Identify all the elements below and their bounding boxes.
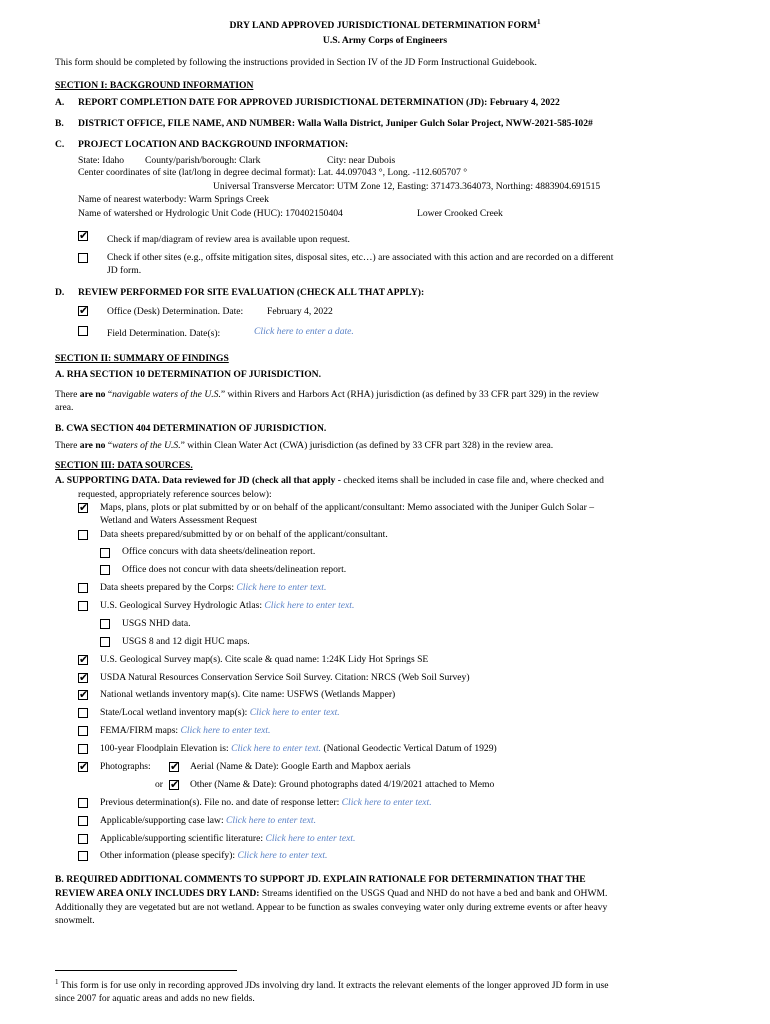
other-sites-label-cont: JD form. <box>107 265 142 276</box>
state-wetland-map-input[interactable]: Click here to enter text. <box>249 707 340 718</box>
scientific-literature-input[interactable]: Click here to enter text. <box>265 833 356 844</box>
section-3-heading: SECTION III: DATA SOURCES. <box>55 460 193 471</box>
item-d-letter: D. <box>55 287 65 298</box>
usgs-huc-checkbox[interactable] <box>100 637 110 647</box>
field-determination-date-input[interactable]: Click here to enter a date. <box>254 326 354 337</box>
photographs-label: Photographs: <box>100 761 151 772</box>
footnote-divider <box>55 970 237 971</box>
office-determination-label: Office (Desk) Determination. Date: <box>107 306 244 317</box>
data-sheets-corps-checkbox[interactable] <box>78 583 88 593</box>
intro-text: This form should be completed by following the instructions provided in Section IV of the JD Form Instructional Guidebook. <box>55 57 537 68</box>
nrcs-soil-survey-label: USDA Natural Resources Conservation Service Soil Survey. Citation: NRCS (Web Soil Survey) <box>100 672 470 683</box>
field-determination-checkbox[interactable] <box>78 326 88 336</box>
watershed-name: Lower Crooked Creek <box>417 208 503 219</box>
additional-comments-heading: B. REQUIRED ADDITIONAL COMMENTS TO SUPPORT JD. EXPLAIN RATIONALE FOR DETERMINATION THAT THE <box>55 874 586 885</box>
project-location-heading: PROJECT LOCATION AND BACKGROUND INFORMATION: <box>78 139 349 150</box>
cwa-text: There are no “waters of the U.S.” within Clean Water Act (CWA) jurisdiction (as defined by 33 CFR part 328) in the review area. <box>55 440 554 451</box>
previous-determination-input[interactable]: Click here to enter text. <box>341 797 432 808</box>
usgs-huc-label: USGS 8 and 12 digit HUC maps. <box>122 636 250 647</box>
ground-photo-label: Other (Name & Date): Ground photographs dated 4/19/2021 attached to Memo <box>190 779 495 790</box>
item-b-letter: B. <box>55 118 64 129</box>
or-label: or <box>155 779 163 790</box>
map-available-label: Check if map/diagram of review area is available upon request. <box>107 234 350 245</box>
usgs-map-checkbox[interactable]: ✔ <box>79 653 89 666</box>
form-subtitle: U.S. Army Corps of Engineers <box>322 35 448 46</box>
state-wetland-map-checkbox[interactable] <box>78 708 88 718</box>
usgs-hydrologic-atlas-input[interactable]: Click here to enter text. <box>264 600 355 611</box>
other-information-label: Other information (please specify): Click here to enter text. <box>100 850 328 861</box>
other-sites-checkbox[interactable] <box>78 253 88 263</box>
fema-firm-input[interactable]: Click here to enter text. <box>180 725 271 736</box>
center-coordinates: Center coordinates of site (lat/long in degree decimal format): Lat. 44.097043 °, Long. -112.605707 ° <box>78 167 468 178</box>
photographs-checkbox[interactable]: ✔ <box>79 760 89 773</box>
county-field: County/parish/borough: Clark <box>145 155 261 166</box>
office-not-concur-checkbox[interactable] <box>100 565 110 575</box>
previous-determination-checkbox[interactable] <box>78 798 88 808</box>
footnote-text: $^1$ This form is for use only in recording approved JDs involving dry land. It extracts the relevant elements of the longer approved JD form in use <box>55 977 609 991</box>
state-wetland-map-label: State/Local wetland inventory map(s): Click here to enter text. <box>100 707 340 718</box>
rha-text: There are no “navigable waters of the U.S.” within Rivers and Harbors Act (RHA) jurisdiction (as defined by 33 CFR part 329) in the review <box>55 389 599 400</box>
rha-text-cont: area. <box>55 402 74 413</box>
other-sites-label: Check if other sites (e.g., offsite mitigation sites, disposal sites, etc…) are associated with this action and are recorded on a different <box>107 252 614 263</box>
nwi-map-checkbox[interactable]: ✔ <box>79 688 89 701</box>
rha-heading: A. RHA SECTION 10 DETERMINATION OF JURISDICTION. <box>55 369 321 380</box>
additional-comments-line2: REVIEW AREA ONLY INCLUDES DRY LAND: Streams identified on the USGS Quad and NHD do not have a bed and bank and OHWM. <box>55 888 608 899</box>
footnote-ref: 1 <box>536 17 541 26</box>
state-field: State: Idaho <box>78 155 125 166</box>
office-not-concur-label: Office does not concur with data sheets/delineation report. <box>122 564 347 575</box>
case-law-checkbox[interactable] <box>78 816 88 826</box>
aerial-photo-label: Aerial (Name & Date): Google Earth and Mapbox aerials <box>190 761 411 772</box>
city-field: City: near Dubois <box>327 155 396 166</box>
usgs-hydrologic-atlas-checkbox[interactable] <box>78 601 88 611</box>
maps-plans-label-cont: Wetland and Waters Assessment Request <box>100 515 258 526</box>
fema-firm-label: FEMA/FIRM maps: Click here to enter text. <box>100 725 271 736</box>
utm-coordinates: Universal Transverse Mercator: UTM Zone 12, Easting: 371473.364073, Northing: 4883904.691515 <box>213 181 601 192</box>
usgs-nhd-checkbox[interactable] <box>100 619 110 629</box>
data-sheets-applicant-label: Data sheets prepared/submitted by or on behalf of the applicant/consultant. <box>100 529 388 540</box>
item-c-letter: C. <box>55 139 65 150</box>
maps-plans-label: Maps, plans, plots or plat submitted by or on behalf of the applicant/consultant: Memo associated with the Juniper Gulch Solar – <box>100 502 594 513</box>
scientific-literature-label: Applicable/supporting scientific literature: Click here to enter text. <box>100 833 356 844</box>
nrcs-soil-survey-checkbox[interactable]: ✔ <box>79 671 89 684</box>
office-determination-date[interactable]: February 4, 2022 <box>267 306 333 317</box>
maps-plans-checkbox[interactable]: ✔ <box>79 501 89 514</box>
section-1-heading: SECTION I: BACKGROUND INFORMATION <box>55 80 254 91</box>
data-sheets-applicant-checkbox[interactable] <box>78 530 88 540</box>
field-determination-label: Field Determination. Date(s): <box>107 328 221 339</box>
item-a-letter: A. <box>55 97 65 108</box>
cwa-heading: B. CWA SECTION 404 DETERMINATION OF JURISDICTION. <box>55 423 327 434</box>
usgs-hydrologic-atlas-label: U.S. Geological Survey Hydrologic Atlas: Click here to enter text. <box>100 600 355 611</box>
supporting-data-heading: A. SUPPORTING DATA. Data reviewed for JD (check all that apply - checked items shall be included in case file and, where checked and <box>55 475 604 486</box>
district-office-file: DISTRICT OFFICE, FILE NAME, AND NUMBER: Walla Walla District, Juniper Gulch Solar Project, NWW-2021-585-I02# <box>78 118 593 129</box>
fema-firm-checkbox[interactable] <box>78 726 88 736</box>
nearest-waterbody: Name of nearest waterbody: Warm Springs Creek <box>78 194 269 205</box>
additional-comments-line3: Additionally they are vegetated but are not wetland. Appear to be function as swales conveying water only during extreme events or after heavy <box>55 902 608 913</box>
office-concurs-label: Office concurs with data sheets/delineation report. <box>122 546 316 557</box>
section-2-heading: SECTION II: SUMMARY OF FINDINGS <box>55 353 229 364</box>
floodplain-label: 100-year Floodplain Elevation is: Click here to enter text. (National Geodectic Vertical Datum of 1929) <box>100 743 497 754</box>
floodplain-input[interactable]: Click here to enter text. <box>231 743 322 754</box>
scientific-literature-checkbox[interactable] <box>78 834 88 844</box>
office-concurs-checkbox[interactable] <box>100 548 110 558</box>
case-law-input[interactable]: Click here to enter text. <box>226 815 316 826</box>
case-law-label: Applicable/supporting case law: Click here to enter text. <box>100 815 316 826</box>
data-sheets-corps-input[interactable]: Click here to enter text. <box>236 582 327 593</box>
nwi-map-label: National wetlands inventory map(s). Cite name: USFWS (Wetlands Mapper) <box>100 689 396 700</box>
ground-photo-checkbox[interactable]: ✔ <box>170 778 180 791</box>
office-determination-checkbox[interactable]: ✔ <box>79 304 89 317</box>
supporting-data-heading-cont: requested, appropriately reference sources below): <box>78 489 272 500</box>
usgs-map-label: U.S. Geological Survey map(s). Cite scale & quad name: 1:24K Lidy Hot Springs SE <box>100 654 429 665</box>
previous-determination-label: Previous determination(s). File no. and date of response letter: Click here to enter text. <box>100 797 432 808</box>
aerial-photo-checkbox[interactable]: ✔ <box>170 760 180 773</box>
form-title: DRY LAND APPROVED JURISDICTIONAL DETERMINATION FORM$^1$ <box>229 17 541 31</box>
additional-comments-line4: snowmelt. <box>55 915 95 926</box>
other-information-checkbox[interactable] <box>78 851 88 861</box>
floodplain-checkbox[interactable] <box>78 744 88 754</box>
review-performed-heading: REVIEW PERFORMED FOR SITE EVALUATION (CHECK ALL THAT APPLY): <box>78 287 425 298</box>
map-available-checkbox[interactable]: ✔ <box>79 229 89 242</box>
footnote-text-cont: since 2007 for aquatic areas and adds no new fields. <box>55 993 255 1004</box>
watershed-huc: Name of watershed or Hydrologic Unit Code (HUC): 170402150404 <box>78 208 343 219</box>
data-sheets-corps-label: Data sheets prepared by the Corps: Click here to enter text. <box>100 582 327 593</box>
report-completion-date: REPORT COMPLETION DATE FOR APPROVED JURISDICTIONAL DETERMINATION (JD): February 4, 2022 <box>78 97 560 108</box>
usgs-nhd-label: USGS NHD data. <box>122 618 191 629</box>
other-information-input[interactable]: Click here to enter text. <box>237 850 328 861</box>
